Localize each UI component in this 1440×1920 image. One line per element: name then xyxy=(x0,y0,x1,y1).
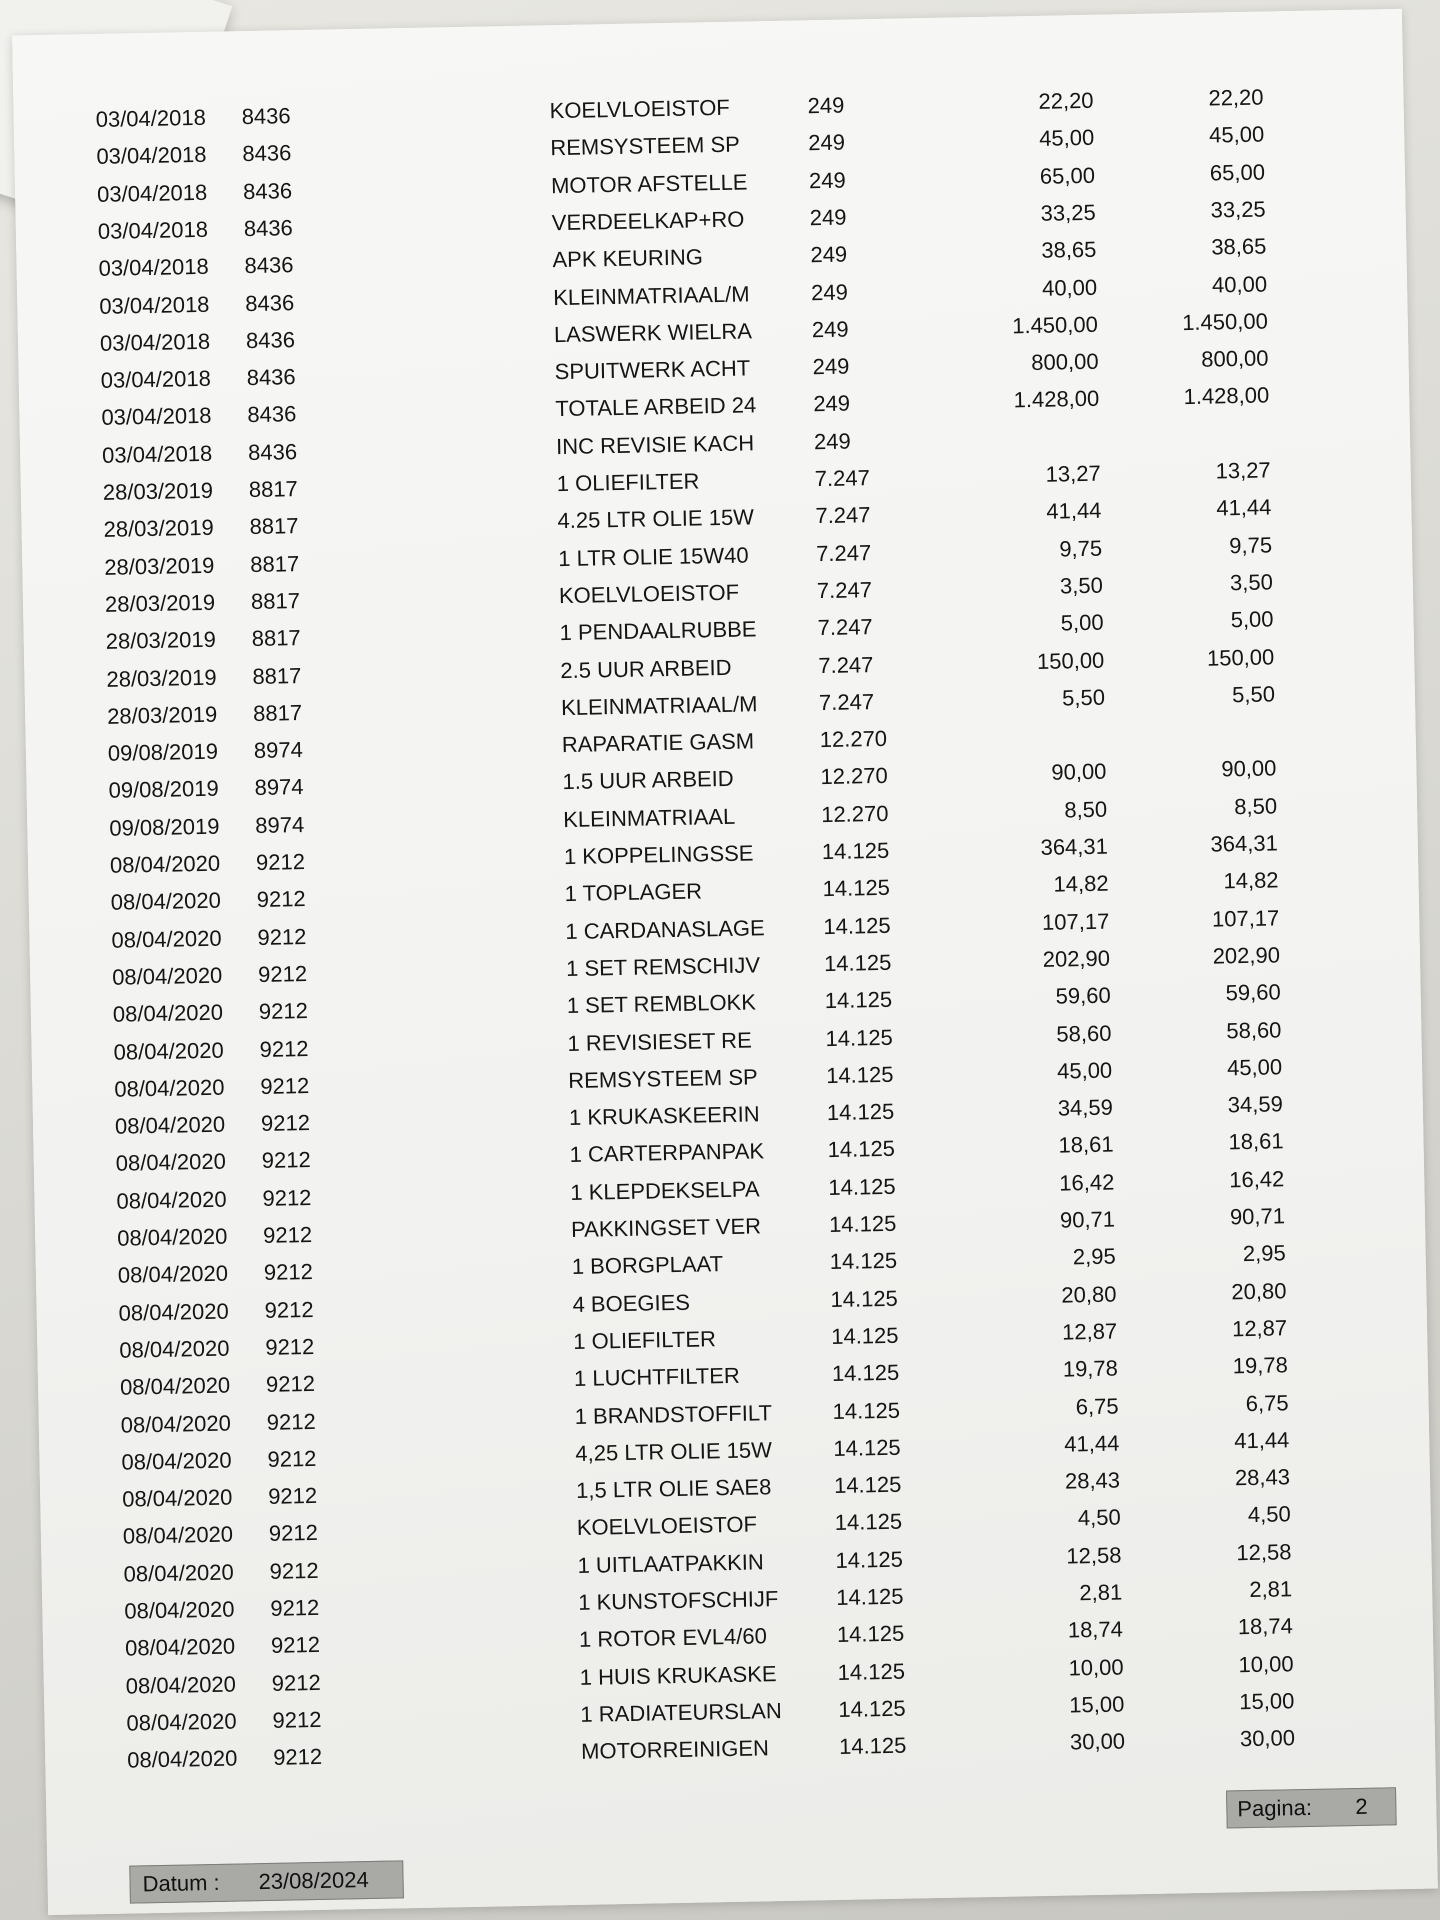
row-mileage: 7.247 xyxy=(816,577,873,604)
row-mileage: 14.125 xyxy=(831,1359,900,1387)
row-invoice-number: 8974 xyxy=(253,737,304,764)
row-amount: 12,58 xyxy=(1236,1538,1292,1565)
row-description: 1 CARDANASLAGE xyxy=(565,914,765,944)
row-amount: 18,61 xyxy=(1228,1128,1284,1155)
row-date: 09/08/2019 xyxy=(108,776,219,804)
row-date: 08/04/2020 xyxy=(116,1223,228,1251)
row-amount: 14,82 xyxy=(1223,867,1279,894)
row-description: LASWERK WIELRA xyxy=(553,318,753,347)
row-amount: 5,50 xyxy=(1231,681,1276,708)
row-invoice-number: 9212 xyxy=(265,1371,316,1398)
row-description: KOELVLOEISTOF xyxy=(576,1511,758,1541)
row-amount: 22,20 xyxy=(1208,84,1264,111)
row-amount: 28,43 xyxy=(1234,1464,1291,1491)
row-description: KOELVLOEISTOF xyxy=(558,579,740,609)
row-description: VERDEELKAP+RO xyxy=(551,206,745,236)
row-amount: 30,00 xyxy=(1239,1725,1296,1752)
row-unit-price: 15,00 xyxy=(1069,1691,1125,1718)
row-description: PAKKINGSET VER xyxy=(570,1213,762,1243)
row-description: 1,5 LTR OLIE SAE8 xyxy=(575,1474,772,1504)
row-description: KLEINMATRIAAL/M xyxy=(560,691,758,720)
row-date: 03/04/2018 xyxy=(100,365,212,393)
row-description: MOTORREINIGEN xyxy=(580,1735,770,1765)
row-unit-price: 6,75 xyxy=(1075,1393,1119,1419)
row-description: KLEINMATRIAAL/M xyxy=(552,280,750,310)
row-date: 08/04/2020 xyxy=(126,1745,238,1773)
row-unit-price: 22,20 xyxy=(1038,87,1094,114)
row-invoice-number: 9212 xyxy=(270,1632,321,1659)
row-amount: 90,71 xyxy=(1229,1203,1286,1230)
row-amount: 107,17 xyxy=(1211,904,1280,932)
row-mileage: 249 xyxy=(808,129,846,156)
row-unit-price: 2,81 xyxy=(1079,1579,1123,1606)
row-invoice-number: 8436 xyxy=(247,438,298,465)
row-invoice-number: 8436 xyxy=(242,177,293,204)
row-invoice-number: 8817 xyxy=(249,513,299,540)
row-unit-price: 2,95 xyxy=(1072,1243,1116,1270)
row-invoice-number: 9212 xyxy=(261,1147,311,1174)
row-unit-price: 59,60 xyxy=(1055,982,1111,1009)
row-description: 1 TOPLAGER xyxy=(564,878,703,907)
row-unit-price: 12,58 xyxy=(1066,1542,1122,1569)
row-date: 03/04/2018 xyxy=(96,142,207,170)
row-amount: 18,74 xyxy=(1237,1613,1294,1640)
row-date: 28/03/2019 xyxy=(103,515,214,543)
row-invoice-number: 9212 xyxy=(267,1483,318,1509)
row-unit-price: 13,27 xyxy=(1045,460,1101,487)
row-amount: 20,80 xyxy=(1231,1277,1287,1304)
row-amount: 45,00 xyxy=(1208,121,1265,148)
row-amount: 5,00 xyxy=(1230,606,1274,633)
row-mileage: 14.125 xyxy=(835,1583,904,1610)
row-date: 08/04/2020 xyxy=(110,887,222,916)
row-invoice-number: 9212 xyxy=(263,1259,314,1286)
row-invoice-number: 8974 xyxy=(255,811,305,838)
row-invoice-number: 9212 xyxy=(256,886,306,913)
row-unit-price: 45,00 xyxy=(1056,1057,1113,1084)
row-amount: 1.450,00 xyxy=(1181,308,1269,335)
row-mileage: 249 xyxy=(809,204,847,231)
row-invoice-number: 9212 xyxy=(257,923,307,950)
row-invoice-number: 8974 xyxy=(254,774,304,801)
row-unit-price: 28,43 xyxy=(1064,1467,1121,1494)
row-date: 03/04/2018 xyxy=(101,440,213,468)
row-amount: 16,42 xyxy=(1228,1165,1285,1193)
row-invoice-number: 9212 xyxy=(258,998,309,1025)
row-invoice-number: 8436 xyxy=(247,401,297,428)
row-description: 1 SET REMSCHIJV xyxy=(565,952,761,981)
row-description: 1 SET REMBLOKK xyxy=(566,989,757,1019)
row-unit-price: 5,00 xyxy=(1060,609,1104,636)
row-mileage: 14.125 xyxy=(832,1397,901,1424)
row-amount: 59,60 xyxy=(1225,979,1281,1006)
row-mileage: 14.125 xyxy=(829,1248,898,1275)
page-number-box xyxy=(1226,1787,1397,1828)
row-description: 1 LTR OLIE 15W40 xyxy=(557,542,749,571)
row-invoice-number: 8817 xyxy=(252,662,302,689)
row-description: 1 KRUKASKEERIN xyxy=(568,1101,760,1131)
row-date: 08/04/2020 xyxy=(123,1559,234,1587)
row-invoice-number: 9212 xyxy=(267,1445,317,1472)
row-unit-price: 16,42 xyxy=(1058,1169,1115,1196)
row-invoice-number: 8817 xyxy=(250,587,301,614)
row-date: 08/04/2020 xyxy=(119,1372,231,1400)
row-invoice-number: 9212 xyxy=(259,1035,309,1062)
row-mileage: 7.247 xyxy=(818,651,874,678)
row-invoice-number: 9212 xyxy=(268,1520,319,1547)
row-unit-price: 9,75 xyxy=(1059,535,1103,562)
row-amount: 13,27 xyxy=(1215,457,1271,484)
row-amount: 19,78 xyxy=(1232,1352,1289,1379)
row-description: 2.5 UUR ARBEID xyxy=(560,654,732,683)
row-unit-price: 41,44 xyxy=(1064,1430,1120,1457)
row-invoice-number: 9212 xyxy=(260,1072,310,1099)
row-invoice-number: 9212 xyxy=(257,960,308,987)
row-unit-price: 150,00 xyxy=(1036,647,1105,674)
row-date: 28/03/2019 xyxy=(102,477,214,505)
row-amount: 41,44 xyxy=(1216,494,1272,521)
row-date: 08/04/2020 xyxy=(115,1149,227,1177)
row-unit-price: 1.450,00 xyxy=(1011,311,1099,339)
row-description: 1 OLIEFILTER xyxy=(556,468,700,497)
row-mileage: 249 xyxy=(808,167,846,193)
row-description: 1 RADIATEURSLAN xyxy=(580,1697,782,1727)
row-invoice-number: 9212 xyxy=(260,1110,311,1137)
row-date: 08/04/2020 xyxy=(117,1260,229,1289)
row-description: INC REVISIE KACH xyxy=(555,430,755,459)
row-description: 1 LUCHTFILTER xyxy=(573,1362,741,1392)
row-invoice-number: 8436 xyxy=(245,289,295,316)
row-date: 03/04/2018 xyxy=(99,328,211,356)
row-mileage: 14.125 xyxy=(838,1732,907,1760)
row-description: 1 BRANDSTOFFILT xyxy=(574,1399,773,1429)
row-invoice-number: 8817 xyxy=(251,625,301,652)
row-date: 28/03/2019 xyxy=(106,701,218,729)
row-mileage: 14.125 xyxy=(823,912,891,939)
row-date: 03/04/2018 xyxy=(99,291,210,319)
row-date: 28/03/2019 xyxy=(106,664,217,692)
row-mileage: 14.125 xyxy=(830,1285,899,1312)
row-unit-price: 19,78 xyxy=(1062,1355,1119,1382)
row-date: 03/04/2018 xyxy=(98,253,209,282)
row-mileage: 14.125 xyxy=(822,875,891,902)
row-unit-price: 38,65 xyxy=(1041,236,1097,263)
row-mileage: 12.270 xyxy=(820,763,888,790)
row-mileage: 14.125 xyxy=(834,1509,903,1536)
row-mileage: 14.125 xyxy=(827,1136,896,1163)
row-invoice-number: 8817 xyxy=(248,476,299,503)
row-unit-price: 3,50 xyxy=(1059,572,1104,599)
row-mileage: 14.125 xyxy=(833,1434,901,1461)
row-invoice-number: 9212 xyxy=(255,849,306,875)
row-unit-price: 90,71 xyxy=(1059,1206,1116,1233)
row-mileage: 249 xyxy=(810,279,849,305)
page-number-label: Pagina: xyxy=(1237,1794,1313,1822)
row-unit-price: 30,00 xyxy=(1069,1728,1126,1755)
row-unit-price: 18,74 xyxy=(1067,1616,1124,1643)
row-date: 08/04/2020 xyxy=(111,962,223,990)
row-amount: 41,44 xyxy=(1233,1427,1290,1454)
row-date: 03/04/2018 xyxy=(96,179,208,207)
row-mileage: 249 xyxy=(810,241,848,268)
row-amount: 33,25 xyxy=(1210,196,1266,223)
row-mileage: 249 xyxy=(812,353,850,380)
row-amount: 38,65 xyxy=(1211,233,1267,260)
row-description: KLEINMATRIAAL xyxy=(562,803,736,832)
row-unit-price: 800,00 xyxy=(1031,348,1099,376)
row-mileage: 249 xyxy=(807,92,845,119)
row-description: REMSYSTEEM SP xyxy=(550,131,741,161)
row-mileage: 14.125 xyxy=(828,1210,897,1238)
row-amount: 150,00 xyxy=(1206,643,1275,671)
row-mileage: 14.125 xyxy=(821,837,890,865)
row-date: 08/04/2020 xyxy=(113,1037,224,1065)
row-description: APK KEURING xyxy=(552,244,704,273)
row-invoice-number: 9212 xyxy=(266,1408,316,1435)
row-description: REMSYSTEEM SP xyxy=(568,1064,758,1093)
row-date: 28/03/2019 xyxy=(105,626,217,655)
row-date: 08/04/2020 xyxy=(116,1186,227,1214)
row-amount: 8,50 xyxy=(1234,793,1278,819)
row-date: 09/08/2019 xyxy=(107,738,219,766)
row-mileage: 7.247 xyxy=(815,539,872,566)
print-date-label: Datum : xyxy=(142,1869,220,1897)
row-description: 4.25 LTR OLIE 15W xyxy=(557,504,755,534)
row-invoice-number: 9212 xyxy=(272,1744,323,1771)
row-amount: 34,59 xyxy=(1227,1091,1284,1118)
row-amount: 65,00 xyxy=(1209,159,1266,186)
row-description: 1 CARTERPANPAK xyxy=(569,1138,765,1168)
row-date: 08/04/2020 xyxy=(121,1484,233,1512)
row-description: 1 KUNSTOFSCHIJF xyxy=(578,1586,779,1615)
row-description: 1 OLIEFILTER xyxy=(573,1326,717,1354)
row-mileage: 14.125 xyxy=(825,1061,894,1088)
row-mileage: 14.125 xyxy=(825,1024,894,1051)
row-unit-price: 90,00 xyxy=(1051,759,1107,786)
row-description: SPUITWERK ACHT xyxy=(554,355,751,385)
row-date: 08/04/2020 xyxy=(112,999,224,1027)
row-mileage: 14.125 xyxy=(828,1173,896,1200)
row-mileage: 14.125 xyxy=(833,1471,902,1499)
row-date: 03/04/2018 xyxy=(97,216,209,244)
row-unit-price: 4,50 xyxy=(1077,1504,1121,1531)
row-date: 08/04/2020 xyxy=(126,1708,237,1736)
row-unit-price: 18,61 xyxy=(1058,1131,1114,1159)
row-invoice-number: 8436 xyxy=(241,103,291,130)
row-mileage: 249 xyxy=(811,316,849,343)
row-description: 1 REVISIESET RE xyxy=(567,1027,752,1056)
row-date: 08/04/2020 xyxy=(121,1447,232,1475)
row-invoice-number: 9212 xyxy=(264,1296,314,1323)
row-date: 08/04/2020 xyxy=(125,1671,237,1699)
row-amount: 202,90 xyxy=(1212,942,1281,969)
row-description: 1 BORGPLAAT xyxy=(571,1251,724,1280)
row-amount: 90,00 xyxy=(1221,755,1277,782)
row-description: KOELVLOEISTOF xyxy=(549,94,730,124)
row-unit-price: 8,50 xyxy=(1064,796,1108,823)
row-description: 1 KLEPDEKSELPA xyxy=(570,1176,760,1205)
row-date: 08/04/2020 xyxy=(118,1298,229,1326)
row-unit-price: 41,44 xyxy=(1046,497,1102,525)
row-description: 4 BOEGIES xyxy=(572,1289,691,1317)
row-unit-price: 20,80 xyxy=(1061,1281,1117,1308)
row-mileage: 14.125 xyxy=(826,1098,895,1126)
row-amount: 4,50 xyxy=(1247,1501,1291,1528)
row-description: 1 ROTOR EVL4/60 xyxy=(578,1623,768,1653)
row-mileage: 14.125 xyxy=(835,1546,904,1573)
row-date: 08/04/2020 xyxy=(119,1335,230,1363)
page-number-value: 2 xyxy=(1355,1793,1368,1820)
row-invoice-number: 8436 xyxy=(246,364,296,391)
row-unit-price: 65,00 xyxy=(1039,162,1096,189)
row-mileage: 7.247 xyxy=(817,614,873,641)
row-mileage: 14.125 xyxy=(830,1322,899,1349)
row-description: 1.5 UUR ARBEID xyxy=(562,766,734,795)
row-unit-price: 12,87 xyxy=(1061,1318,1118,1345)
row-invoice-number: 8436 xyxy=(242,140,292,167)
row-invoice-number: 9212 xyxy=(272,1706,322,1733)
row-invoice-number: 9212 xyxy=(262,1221,313,1248)
row-date: 08/04/2020 xyxy=(124,1633,236,1661)
row-date: 08/04/2020 xyxy=(109,850,221,878)
row-description: TOTALE ARBEID 24 xyxy=(555,392,757,422)
row-unit-price: 107,17 xyxy=(1041,908,1110,935)
row-mileage: 12.270 xyxy=(819,725,888,753)
row-description: 1 KOPPELINGSSE xyxy=(563,840,754,870)
row-description: RAPARATIE GASM xyxy=(561,728,755,758)
row-amount: 10,00 xyxy=(1238,1650,1294,1677)
row-invoice-number: 9212 xyxy=(262,1184,312,1211)
row-description: MOTOR AFSTELLE xyxy=(550,169,748,198)
row-mileage: 14.125 xyxy=(823,949,892,976)
row-mileage: 7.247 xyxy=(814,465,871,492)
row-amount: 6,75 xyxy=(1245,1389,1289,1416)
invoice-history-sheet xyxy=(12,9,1438,1915)
row-amount: 2,95 xyxy=(1242,1240,1286,1267)
row-description: 4,25 LTR OLIE 15W xyxy=(575,1436,773,1466)
row-amount: 2,81 xyxy=(1249,1576,1293,1603)
row-date: 08/04/2020 xyxy=(114,1074,225,1102)
row-unit-price: 5,50 xyxy=(1061,684,1106,711)
row-description: 1 UITLAATPAKKIN xyxy=(577,1549,765,1578)
row-mileage: 14.125 xyxy=(838,1695,906,1722)
row-mileage: 7.247 xyxy=(815,502,871,529)
row-invoice-number: 8817 xyxy=(252,699,303,726)
row-mileage: 249 xyxy=(813,390,851,417)
row-date: 08/04/2020 xyxy=(122,1521,234,1550)
row-amount: 364,31 xyxy=(1210,830,1279,857)
row-date: 03/04/2018 xyxy=(95,104,207,132)
row-amount: 58,60 xyxy=(1226,1016,1282,1043)
row-amount: 40,00 xyxy=(1211,270,1268,298)
row-invoice-number: 9212 xyxy=(265,1333,315,1360)
row-unit-price: 364,31 xyxy=(1040,833,1109,860)
row-date: 28/03/2019 xyxy=(104,552,215,580)
row-description: 1 PENDAALRUBBE xyxy=(559,616,757,646)
row-invoice-number: 8436 xyxy=(243,215,294,241)
row-amount: 1.428,00 xyxy=(1183,382,1270,410)
row-date: 28/03/2019 xyxy=(104,589,216,617)
print-date-value: 23/08/2024 xyxy=(258,1867,369,1895)
row-amount: 800,00 xyxy=(1200,345,1269,372)
row-mileage: 12.270 xyxy=(820,800,889,827)
row-date: 08/04/2020 xyxy=(114,1111,226,1139)
row-description: 1 HUIS KRUKASKE xyxy=(579,1660,777,1690)
row-mileage: 14.125 xyxy=(824,986,893,1014)
row-date: 08/04/2020 xyxy=(120,1410,232,1438)
row-amount: 3,50 xyxy=(1229,569,1274,596)
row-date: 09/08/2019 xyxy=(109,813,220,841)
row-invoice-number: 9212 xyxy=(270,1594,320,1621)
row-date: 03/04/2018 xyxy=(101,403,212,431)
row-unit-price: 45,00 xyxy=(1038,125,1095,152)
row-unit-price: 58,60 xyxy=(1056,1020,1112,1047)
row-date: 08/04/2020 xyxy=(124,1596,235,1624)
row-invoice-number: 9212 xyxy=(271,1669,321,1696)
row-unit-price: 14,82 xyxy=(1053,870,1109,897)
row-mileage: 7.247 xyxy=(818,688,875,715)
row-unit-price: 34,59 xyxy=(1057,1094,1114,1121)
row-unit-price: 202,90 xyxy=(1042,945,1111,972)
row-mileage: 14.125 xyxy=(837,1658,906,1685)
row-amount: 15,00 xyxy=(1238,1688,1295,1715)
row-unit-price: 40,00 xyxy=(1041,274,1098,301)
row-mileage: 249 xyxy=(813,428,851,454)
row-unit-price: 1.428,00 xyxy=(1013,386,1100,413)
row-unit-price: 33,25 xyxy=(1040,199,1096,226)
row-invoice-number: 9212 xyxy=(269,1557,319,1584)
row-amount: 45,00 xyxy=(1226,1054,1283,1081)
row-unit-price: 10,00 xyxy=(1068,1654,1124,1681)
row-date: 08/04/2020 xyxy=(111,925,222,953)
row-mileage: 14.125 xyxy=(836,1620,905,1648)
row-amount: 12,87 xyxy=(1231,1315,1288,1342)
row-invoice-number: 8436 xyxy=(244,252,294,279)
row-amount: 9,75 xyxy=(1229,532,1273,558)
row-invoice-number: 8817 xyxy=(250,550,300,577)
print-date-box xyxy=(129,1860,404,1903)
row-invoice-number: 8436 xyxy=(245,326,296,353)
